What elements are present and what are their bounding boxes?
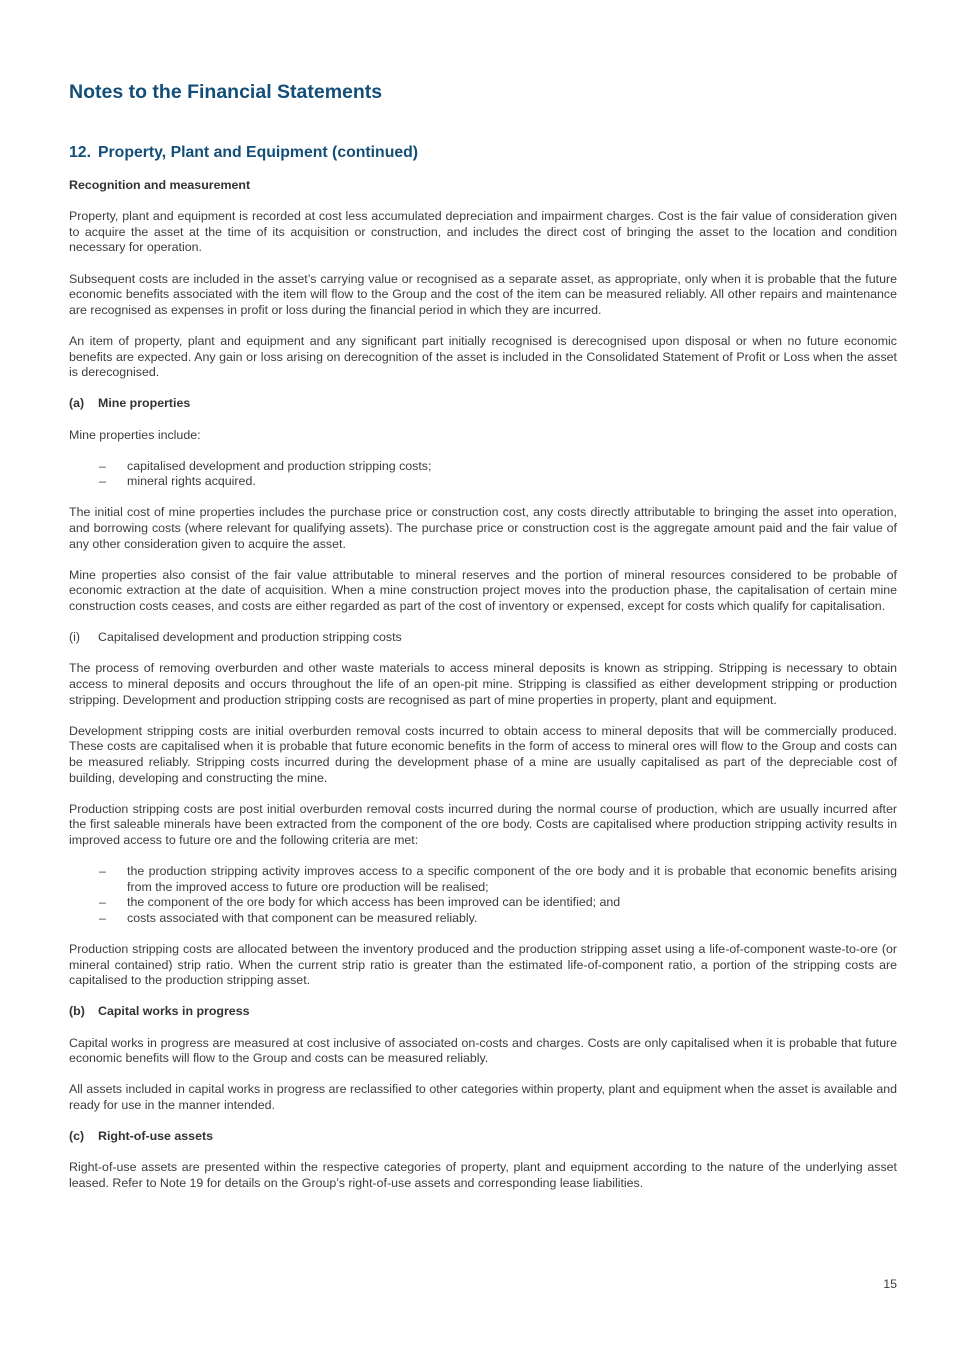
section-number: 12. (69, 144, 91, 161)
list-item-text: the component of the ore body for which access has been improved can be identified; and (127, 895, 621, 910)
subheading-label: (i) (69, 630, 81, 645)
dash-bullet: – (99, 895, 106, 910)
document-body (69, 178, 897, 1207)
heading-label: (b) (69, 1004, 85, 1019)
recognition-heading: Recognition and measurement (69, 178, 251, 192)
list-item-text: costs associated with that component can be measured reliably. (127, 910, 478, 925)
capital-works-heading (69, 1004, 897, 1020)
paragraph: Subsequent costs are included in the asset’s carrying value or recognised as a separate asset, as appropriate, only when it is probable that the future economic benefits associated with the item will flow to the Group and the cost of the item can be measured reliably. All other repairs and maintenance are recognised as expenses in profit or loss during the financial period in which they are incurred. (69, 271, 897, 317)
paragraph: Production stripping costs are allocated between the inventory produced and the production stripping asset using a life-of-component waste-to-ore (or mineral contained) strip ratio. When the current strip ratio is greater than the estimated life-of-component ratio, a portion of the stripping costs are capitalised to the production stripping asset. (69, 942, 897, 988)
list-item (69, 474, 897, 490)
page-number: 15 (883, 1277, 897, 1291)
dash-bullet: – (99, 474, 106, 489)
paragraph: The initial cost of mine properties includes the purchase price or construction cost, any costs directly attributable to bringing the asset into operation, and borrowing costs (where relevant for qualifying assets). The purchase price or construction cost is the aggregate amount paid and the fair value of any other consideration given to acquire the asset. (69, 505, 897, 551)
paragraph: All assets included in capital works in progress are reclassified to other categories within property, plant and equipment when the asset is available and ready for use in the manner intended. (69, 1082, 897, 1113)
paragraph: The process of removing overburden and other waste materials to access mineral deposits is known as stripping. Stripping is necessary to obtain access to mineral deposits and occurs throughout the life of an open-pit mine. Stripping is classified as either development stripping or production stripping. Development and production stripping costs are recognised as part of mine properties in property, plant and equipment. (69, 661, 897, 707)
paragraph: Capital works in progress are measured at cost inclusive of associated on-costs and charges. Costs are only capitalised when it is probable that future economic benefits will flow to the Group and costs can be measured reliably. (69, 1035, 897, 1066)
right-of-use-heading (69, 1129, 897, 1145)
heading-text: Right-of-use assets (98, 1129, 213, 1144)
list-item (69, 911, 897, 927)
paragraph: Property, plant and equipment is recorded at cost less accumulated depreciation and impairment charges. Cost is the fair value of consideration given to acquire the asset at the time of its acquisition or construction, and includes the direct cost of bringing the asset to the location and condition necessary for operation. (69, 209, 897, 255)
document-title: Notes to the Financial Statements (69, 81, 383, 103)
list-item-text: mineral rights acquired. (127, 474, 256, 489)
stripping-costs-subheading (69, 630, 897, 646)
paragraph: Mine properties include: (69, 427, 201, 442)
list-item-text: capitalised development and production stripping costs; (127, 458, 432, 473)
heading-text: Capital works in progress (98, 1004, 250, 1019)
dash-bullet: – (99, 458, 106, 473)
dash-bullet: – (99, 910, 106, 925)
heading-text: Mine properties (98, 396, 191, 411)
list-item-text: the production stripping activity improves access to a specific component of the ore body and it is probable that economic benefits arising from the improved access to future ore production will be realised; (127, 864, 897, 894)
section-title-text: Property, Plant and Equipment (continued) (98, 144, 419, 161)
heading-label: (a) (69, 396, 85, 411)
list-item (69, 459, 897, 475)
paragraph: Production stripping costs are post initial overburden removal costs incurred during the normal course of production, which are usually incurred after the first saleable minerals have been extracted from the component of the ore body. Costs are capitalised where production stripping activity results in improved access to future ore and the following criteria are met: (69, 801, 897, 847)
subheading-text: Capitalised development and production stripping costs (98, 630, 402, 645)
mine-properties-list (69, 459, 897, 490)
heading-label: (c) (69, 1129, 85, 1144)
paragraph: Mine properties also consist of the fair value attributable to mineral reserves and the portion of mineral resources considered to be probable of economic extraction at the date of acquisition. When a mine construction project moves into the production phase, the capitalisation of certain mine construction costs ceases, and costs are either regarded as part of the cost of inventory or expensed, except for costs which qualify for capitalisation. (69, 567, 897, 614)
dash-bullet: – (99, 864, 106, 879)
paragraph: An item of property, plant and equipment and any significant part initially recognised is derecognised upon disposal or when no future economic benefits are expected. Any gain or loss arising on derecognition of the asset is included in the Consolidated Statement of Profit or Loss when the asset is derecognised. (69, 333, 897, 380)
list-item (69, 895, 897, 911)
section-title (69, 143, 418, 163)
paragraph: Right-of-use assets are presented within the respective categories of property, plant and equipment according to the nature of the underlying asset leased. Refer to Note 19 for details on the Group’s right-of-use assets and corresponding lease liabilities. (69, 1160, 897, 1190)
paragraph: Development stripping costs are initial overburden removal costs incurred to obtain access to mineral deposits that will be commercially produced. These costs are capitalised when it is probable that future economic benefits in the form of access to mineral ores will flow to the Group and costs can be measured reliably. Stripping costs incurred during the development phase of a mine are usually capitalised as part of the depreciable cost of building, developing and constructing the mine. (69, 723, 897, 785)
mine-properties-heading (69, 396, 897, 412)
criteria-list (69, 864, 897, 926)
list-item (69, 864, 897, 895)
